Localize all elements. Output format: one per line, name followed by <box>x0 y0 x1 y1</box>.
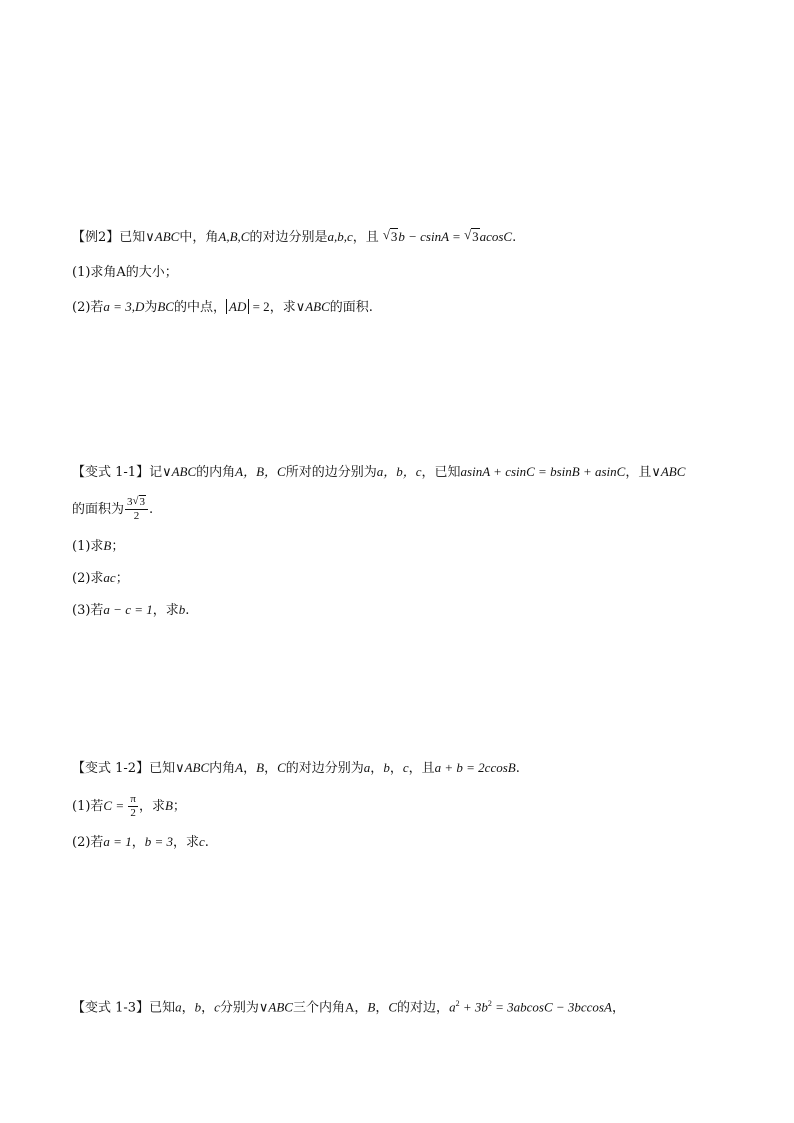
example-label: 【变式 1-3】已知 <box>72 1000 176 1016</box>
text: 三个内角 <box>292 1000 345 1016</box>
equation-part: = 3abcosC − 3bccosA <box>491 999 612 1015</box>
text: ，已知 <box>421 465 461 480</box>
numerator: 3 <box>127 496 133 508</box>
variant-1-1-statement <box>72 463 685 482</box>
period: . <box>515 761 520 776</box>
var: a <box>449 999 456 1015</box>
triangle-symbol: ∨ABC <box>258 999 293 1015</box>
equation-part: = 2 <box>249 299 270 314</box>
var: C <box>388 999 398 1015</box>
var: C <box>277 760 286 775</box>
variant-1-1-question-2 <box>72 569 129 588</box>
text: 所对的边分别为 <box>285 465 377 480</box>
example-label: 【变式 1-2】已知 <box>72 761 176 776</box>
vector-magnitude: AD <box>226 299 249 314</box>
text: 的面积为 <box>72 502 125 517</box>
pi-over-2 <box>128 793 138 820</box>
text: (2)若 <box>72 835 104 850</box>
text: (2)求 <box>72 571 104 586</box>
var: A <box>345 999 355 1015</box>
text: ，求 <box>269 300 296 315</box>
text: (3)若 <box>72 603 104 618</box>
text: ，且 <box>625 465 652 480</box>
example-2-question-2 <box>72 298 373 317</box>
equation: asinA + csinC = bsinB + asinC <box>460 464 626 479</box>
example-2-question-1 <box>72 264 178 282</box>
equation: C = <box>103 798 128 813</box>
exponent: 2 <box>455 999 460 1008</box>
triangle-symbol: ∨ABC <box>651 464 686 479</box>
text: 的面积. <box>329 300 373 315</box>
text: 的对边分别为 <box>285 761 364 776</box>
var: a <box>363 760 371 775</box>
text: ，且 <box>408 761 435 776</box>
text: ， <box>611 1000 625 1016</box>
period: . <box>149 502 154 517</box>
example-label: 【变式 1-1】记 <box>72 465 163 480</box>
variant-1-3-statement <box>72 995 625 1017</box>
var: b <box>383 760 390 775</box>
var: A <box>235 760 244 775</box>
text: 的中点， <box>173 300 226 315</box>
sides: a，b，c <box>376 464 422 479</box>
var: b <box>194 999 202 1015</box>
equation-part: + 3b <box>459 999 488 1015</box>
text: ； <box>115 571 129 586</box>
text: 为 <box>144 300 158 315</box>
variant-1-1-area <box>72 496 153 523</box>
variant-1-1-question-3 <box>72 601 189 620</box>
text: . <box>204 835 209 850</box>
equation: b = 3 <box>144 834 173 849</box>
sep: ， <box>181 1000 195 1016</box>
text: ，求 <box>152 603 179 618</box>
condition: a = 3,D <box>103 299 145 314</box>
text: (2)若 <box>72 300 104 315</box>
text: (1)求 <box>72 539 104 554</box>
exponent: 2 <box>487 999 492 1008</box>
var: B <box>103 538 112 553</box>
triangle-symbol: ∨ABC <box>175 760 210 775</box>
text: 的对边分别是 <box>249 230 328 245</box>
segment: BC <box>157 299 174 314</box>
triangle-symbol: ∨ABC <box>162 464 197 479</box>
text: 分别为 <box>219 1000 259 1016</box>
example-label: 【例2】已知 <box>72 230 146 245</box>
variant-1-1-question-1 <box>72 537 124 556</box>
sep: ， <box>354 1000 368 1016</box>
text: ，且 <box>352 230 379 245</box>
equation: a = 1 <box>103 834 132 849</box>
var: b <box>398 229 405 244</box>
area-fraction: 3 √ 3 2 <box>125 496 148 523</box>
equation: a + b = 2ccosB <box>434 760 516 775</box>
text: 中，角 <box>179 230 219 245</box>
text: ，求 <box>173 835 200 850</box>
var: B <box>256 760 265 775</box>
sqrt-3: √ 3 <box>382 227 398 244</box>
var: B <box>164 798 173 813</box>
sep: ， <box>243 761 257 776</box>
equation-part: acosC <box>479 229 513 244</box>
example-2-statement <box>72 228 516 247</box>
sep: ， <box>375 1000 389 1016</box>
variant-1-2-statement <box>72 759 520 778</box>
sep: ， <box>201 1000 215 1016</box>
angles: A,B,C <box>218 229 250 244</box>
text: ，求 <box>138 799 165 814</box>
var: c <box>199 834 205 849</box>
text: . <box>185 603 190 618</box>
sep: ， <box>370 761 384 776</box>
text: 内角 <box>209 761 236 776</box>
text: (1)若 <box>72 799 104 814</box>
period: . <box>512 230 517 245</box>
text: ； <box>111 539 125 554</box>
sep: ， <box>131 835 145 850</box>
var: b <box>178 602 186 617</box>
var: B <box>367 999 376 1015</box>
denominator: 2 <box>130 807 136 819</box>
variant-1-2-question-2 <box>72 833 209 852</box>
text: ； <box>172 799 186 814</box>
angles: A，B，C <box>235 464 286 479</box>
denominator: 2 <box>133 510 140 522</box>
text: 的内角 <box>196 465 236 480</box>
triangle-symbol: ∨ABC <box>145 229 180 244</box>
text: 的对边， <box>397 1000 450 1016</box>
var: c <box>214 999 220 1015</box>
sides: a,b,c <box>327 229 353 244</box>
var: c <box>402 760 409 775</box>
sqrt-3b: √ 3 <box>464 227 479 244</box>
sep: ， <box>264 761 278 776</box>
variant-1-2-question-1 <box>72 793 186 820</box>
var: ac <box>103 570 116 585</box>
question-text: (1)求角A的大小； <box>72 265 178 280</box>
sep: ， <box>389 761 403 776</box>
triangle-symbol: ∨ABC <box>295 299 330 314</box>
equation-part: − csinA = <box>404 229 465 244</box>
equation: a − c = 1 <box>103 602 153 617</box>
numerator: π <box>130 793 136 805</box>
var: a <box>175 999 182 1015</box>
